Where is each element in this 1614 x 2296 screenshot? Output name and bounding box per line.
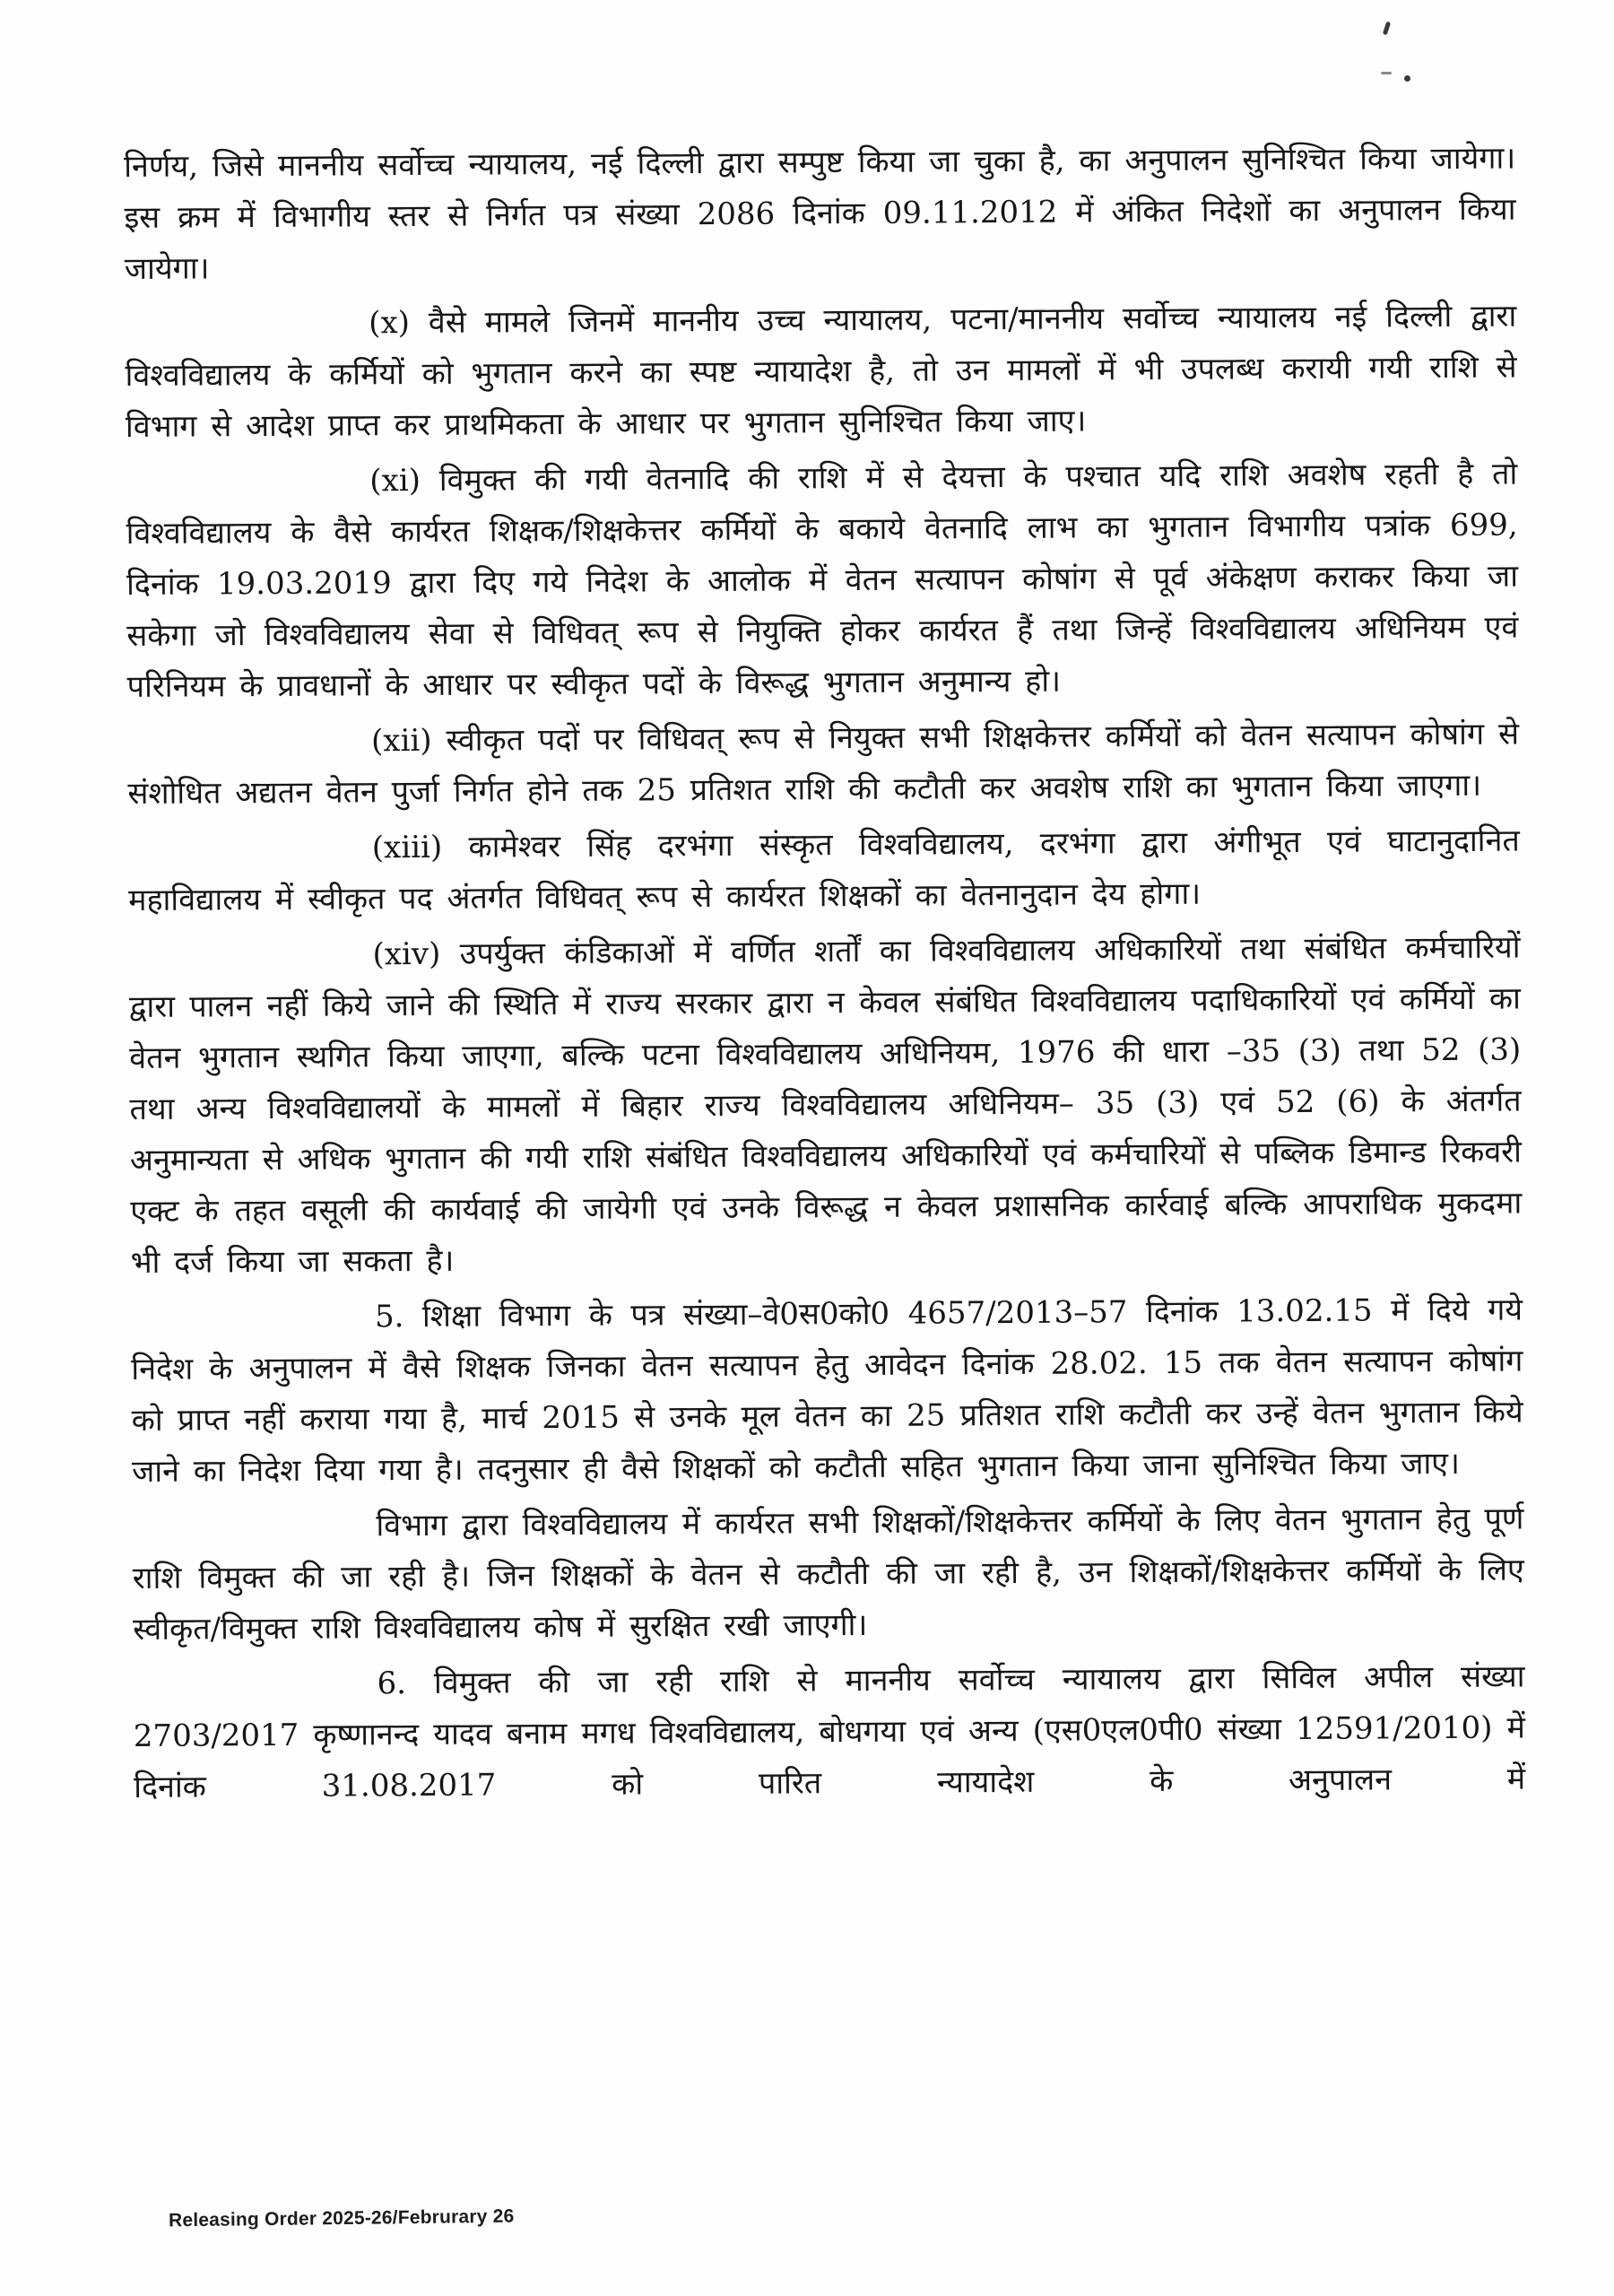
footer-note: Releasing Order 2025-26/Februrary 26	[168, 2205, 515, 2231]
document-body	[124, 134, 1525, 1818]
clause-xi: (xi) विमुक्त की गयी वेतनादि की राशि में से देयत्ता के पश्चात यदि राशि अवशेष रहती है तो विश्वविद्यालय के वैसे कार्यरत शिक्षक/शिक्षकेत्तर कर्मियों के बकाये वेतनादि लाभ का भुगतान विभागीय पत्रांक 699, दिनांक 19.03.2019 द्वारा दिए गये निदेश के आलोक में वेतन सत्यापन कोषांग से पूर्व अंकेक्षण कराकर किया जा सकेगा जो विश्वविद्यालय सेवा से विधिवत् रूप से नियुक्ति होकर कार्यरत हैं तथा जिन्हें विश्वविद्यालय अधिनियम एवं परिनियम के प्रावधानों के आधार पर स्वीकृत पदों के विरूद्ध भुगतान अनुमान्य हो।	[126, 456, 1519, 705]
para-continuation: निर्णय, जिसे माननीय सर्वोच्च न्यायालय, नई दिल्ली द्वारा सम्पुष्ट किया जा चुका है, का अनुपालन सुनिश्चित किया जायेगा। इस क्रम में विभागीय स्तर से निर्गत पत्र संख्या 2086 दिनांक 09.11.2012 में अंकित निदेशों का अनुपालन किया जायेगा।	[124, 140, 1516, 287]
scan-artifact-dot	[1404, 75, 1410, 82]
para-6: 6. विमुक्त की जा रही राशि से माननीय सर्वोच्च न्यायालय द्वारा सिविल अपील संख्या 2703/2017 कृष्णानन्द यादव बनाम मगध विश्वविद्यालय, बोधगया एवं अन्य (एस0एल0पी0 संख्या 12591/2010) में दिनांक 31.08.2017 को पारित न्यायादेश के अनुपालन में	[133, 1658, 1526, 1805]
scan-artifact-tick	[1383, 22, 1391, 36]
para-5: 5. शिक्षा विभाग के पत्र संख्या–वे0स0को0 4657/2013–57 दिनांक 13.02.15 में दिये गये निदेश के अनुपालन में वैसे शिक्षक जिनका वेतन सत्यापन हेतु आवेदन दिनांक 28.02. 15 तक वेतन सत्यापन कोषांग को प्राप्त नहीं कराया गया है, मार्च 2015 से उनके मूल वेतन का 25 प्रतिशत राशि कटौती कर उन्हें वेतन भुगतान किये जाने का निदेश दिया गया है। तदनुसार ही वैसे शिक्षकों को कटौती सहित भुगतान किया जाना सुनिश्चित किया जाए।	[131, 1292, 1523, 1490]
para-department-release: विभाग द्वारा विश्वविद्यालय में कार्यरत सभी शिक्षकों/शिक्षकेत्तर कर्मियों के लिए वेतन भुगतान हेतु पूर्ण राशि विमुक्त की जा रही है। जिन शिक्षकों के वेतन से कटौती की जा रही है, उन शिक्षकों/शिक्षकेत्तर कर्मियों के लिए स्वीकृत/विमुक्त राशि विश्वविद्यालय कोष में सुरक्षित रखी जाएगी।	[132, 1500, 1524, 1648]
clause-x: (x) वैसे मामले जिनमें माननीय उच्च न्यायालय, पटना/माननीय सर्वोच्च न्यायालय नई दिल्ली द्वारा विश्वविद्यालय के कर्मियों को भुगतान करने का स्पष्ट न्यायादेश है, तो उन मामलों में भी उपलब्ध करायी गयी राशि से विभाग से आदेश प्राप्त कर प्राथमिकता के आधार पर भुगतान सुनिश्चित किया जाए।	[125, 298, 1517, 445]
scan-artifact-dash	[1381, 72, 1392, 74]
clause-xii: (xii) स्वीकृत पदों पर विधिवत् रूप से नियुक्त सभी शिक्षकेत्तर कर्मियों को वेतन सत्यापन कोषांग से संशोधित अद्यतन वेतन पुर्जा निर्गत होने तक 25 प्रतिशत राशि की कटौती कर अवशेष राशि का भुगतान किया जाएगा।	[127, 716, 1520, 812]
clause-xiv: (xiv) उपर्युक्त कंडिकाओं में वर्णित शर्तों का विश्वविद्यालय अधिकारियों तथा संबंधित कर्मचारियों द्वारा पालन नहीं किये जाने की स्थिति में राज्य सरकार द्वारा न केवल संबंधित विश्वविद्यालय पदाधिकारियों एवं कर्मियों का वेतन भुगतान स्थगित किया जाएगा, बल्कि पटना विश्वविद्यालय अधिनियम, 1976 की धारा –35 (3) तथा 52 (3) तथा अन्य विश्वविद्यालयों के मामलों में बिहार राज्य विश्वविद्यालय अधिनियम– 35 (3) एवं 52 (6) के अंतर्गत अनुमान्यता से अधिक भुगतान की गयी राशि संबंधित विश्वविद्यालय अधिकारियों एवं कर्मचारियों से पब्लिक डिमान्ड रिकवरी एक्ट के तहत वसूली की कार्यवाई की जायेगी एवं उनके विरूद्ध न केवल प्रशासनिक कार्रवाई बल्कि आपराधिक मुकदमा भी दर्ज किया जा सकता है।	[128, 929, 1523, 1281]
clause-xiii: (xiii) कामेश्वर सिंह दरभंगा संस्कृत विश्वविद्यालय, दरभंगा द्वारा अंगीभूत एवं घाटानुदानित महाविद्यालय में स्वीकृत पद अंतर्गत विधिवत् रूप से कार्यरत शिक्षकों का वेतनानुदान देय होगा।	[128, 822, 1520, 918]
